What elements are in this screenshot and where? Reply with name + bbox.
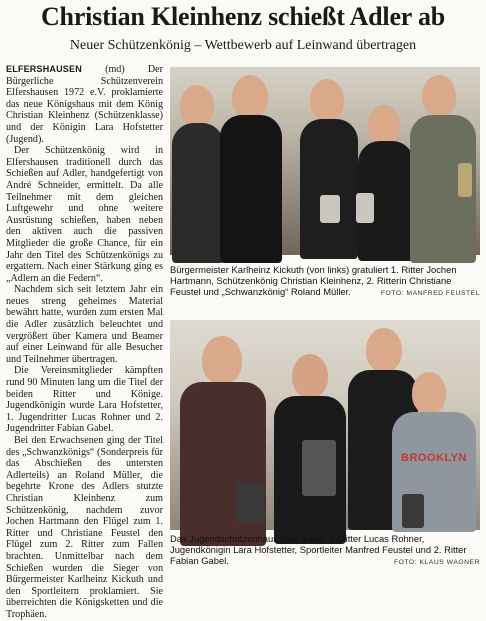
- trophy-icon: [356, 193, 374, 223]
- dateline: ELFERSHAUSEN: [6, 64, 82, 74]
- article-paragraph: Der Schützenkönig wird in Elfershausen traditionell durch das Schießen auf Adler, handgefertigt von André Schneider, ermittelt. Da alle Teilnehmer mit dem gleichen Luftgewehr und ohne weitere Ausrüstung schießen, haben neben den aktiven auch die passiven Mitglieder die große Chance, für ein Jahr den Titel des Schützenkönigs zu ergattern. Nach einer Stärkung ging es „Adlern an die Federn“.: [6, 145, 163, 284]
- trophy-icon: [302, 440, 336, 496]
- trophy-icon: [236, 482, 264, 522]
- trophy-icon: [320, 195, 340, 223]
- subheadline: Neuer Schützenkönig – Wettbewerb auf Leinwand übertragen: [69, 38, 417, 53]
- headline: Christian Kleinhenz schießt Adler ab: [40, 2, 446, 31]
- photo-credit-1: FOTO: MANFRED FEUSTEL: [380, 290, 480, 297]
- photo-youth-shooters: [170, 320, 480, 530]
- shirt-text: BROOKLYN: [401, 452, 467, 464]
- photo-credit-2: FOTO: KLAUS WAGNER: [393, 559, 480, 566]
- article-paragraph: ELFERSHAUSEN (md) Der Bürgerliche Schützenverein Elfershausen 1972 e.V. proklamierte das neue Königshaus mit dem König Christian Kleinhenz (Schützenklasse) und der Königin Lara Hofstetter (Jugend).: [6, 64, 163, 145]
- photo-award-ceremony: [170, 67, 480, 255]
- article-paragraph: Nachdem sich seit letztem Jahr ein neues streng geheimes Material bewährt hatte, wurden zum ersten Mal die Adler zusätzlich beleuchtet und vergrößert über Kamera und Beamer auf einer Leinwand für alle Besucher und Teilnehmer übertragen.: [6, 284, 163, 365]
- trophy-icon: [402, 494, 424, 528]
- article-body: [6, 64, 163, 620]
- photo-caption-2: Das Jugendschützenhaus (von links): 1. Ritter Lucas Rohner, Jugendkönigin Lara Hofstetter, Sportleiter Manfred Feustel und 2. Ritter Fabian Gabel. FOTO: KLAUS WAGNER: [170, 533, 480, 566]
- article-paragraph: Die Vereinsmitglieder kämpften rund 90 Minuten lang um die Titel der beiden Ritter und Könige. Jugendkönigin wurde Lara Hofstetter, 1. Jugendritter Lucas Rohner und 2. Jugendritter Fabian Gabel.: [6, 365, 163, 435]
- article-paragraph: Bei den Erwachsenen ging der Titel des „Schwanzkönigs“ (Sonderpreis für das Abschießen des untersten Adlerteils) an Roland Müller, die begehrte Krone des Adlers stutzte Christian Kleinhenz zum Schützenkönig, nachdem zuvor Jochen Hartmann den Flügel zum 1. Ritter und Christiane Feustel den Flügel zum 2. Ritter zum Fallen brachten. Unmittelbar nach dem Schießen wurden die Sieger von Bürgermeister Karlheinz Kickuth und den Sportleitern proklamiert. Sie überreichten die Königsketten und die Trophäen.: [6, 435, 163, 620]
- photo-caption-1: Bürgermeister Karlheinz Kickuth (von links) gratuliert 1. Ritter Jochen Hartmann, Schützenkönig Christian Kleinhenz, 2. Ritterin Christiane Feustel und „Schwanzkönig“ Roland Müller. FOTO: MANFRED FEUSTEL: [170, 264, 480, 297]
- trophy-icon: [458, 163, 472, 197]
